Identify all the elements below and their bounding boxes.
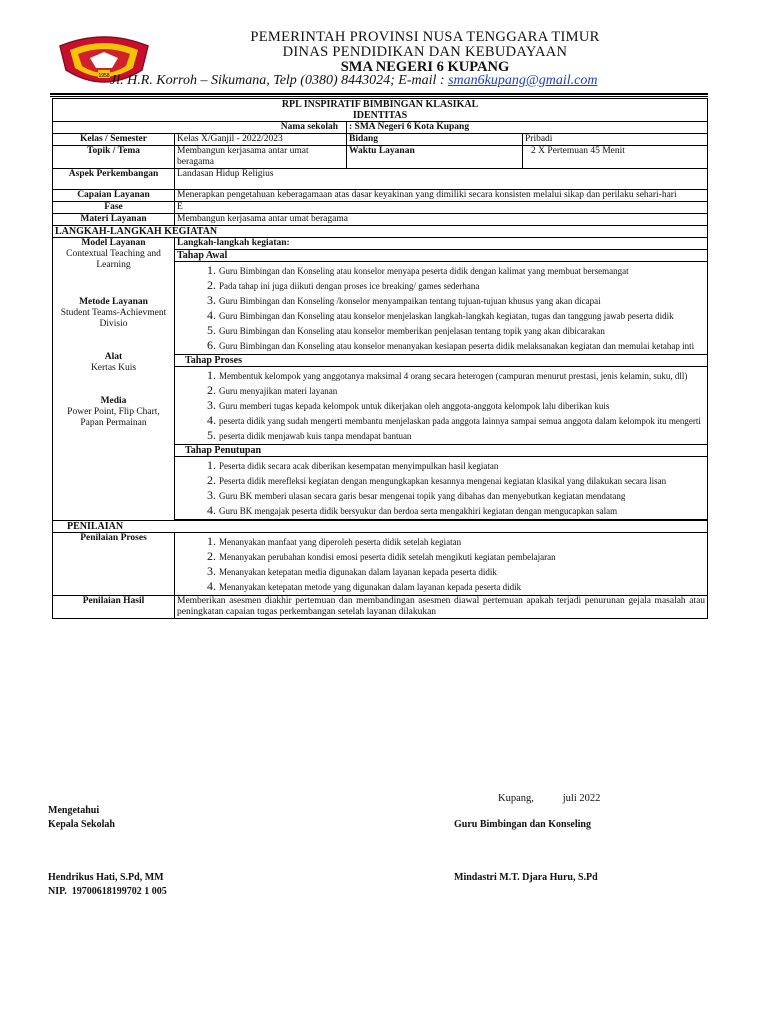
email-link[interactable]: sman6kupang@gmail.com (448, 73, 598, 88)
aspek-value: Landasan Hidup Religius (175, 169, 708, 190)
letterhead-address (110, 73, 710, 89)
capaian-label: Capaian Layanan (53, 190, 175, 202)
fase-value: E (175, 202, 708, 214)
side-column (53, 238, 175, 521)
list-item: 5. Guru Bimbingan dan Konseling atau konselor memberikan penjelasan tentang topik yang akan dibicarakan (219, 324, 704, 337)
place-date: Kupang, juli 2022 (498, 793, 601, 804)
tahap-penutupan-heading: Tahap Penutupan (175, 445, 707, 457)
letterhead-school: SMA NEGERI 6 KUPANG (340, 59, 510, 75)
langkah-heading-row (53, 226, 708, 238)
nama-sekolah-row (53, 122, 708, 134)
kepala-nip: NIP. 19700618199702 1 005 (48, 886, 167, 897)
list-item: 3. Guru memberi tugas kepada kelompok untuk dikerjakan oleh anggota-anggota kelompok lalu diberikan kuis (219, 399, 704, 412)
guru-bk-label: Guru Bimbingan dan Konseling (454, 819, 591, 830)
kelas-value: Kelas X/Ganjil - 2022/2023 (175, 134, 347, 146)
list-item: 6. Guru Bimbingan dan Konseling atau konselor menanyakan kesiapan peserta didik melaksanakan kegiatan dan memulai ketahap inti (219, 339, 704, 352)
letterhead-rule-thick (50, 93, 708, 95)
penilaian-hasil-label: Penilaian Hasil (53, 596, 175, 619)
alat-label: Alat (104, 352, 123, 362)
kepala-sekolah-label: Kepala Sekolah (48, 819, 115, 830)
capaian-row (53, 190, 708, 202)
penutupan-steps-list (175, 459, 707, 517)
penutupan-cell (175, 445, 708, 520)
nama-sekolah-label: Nama sekolah (53, 122, 347, 134)
langkah-row (53, 238, 708, 355)
tahap-proses-heading: Tahap Proses (175, 355, 707, 367)
awal-cell (175, 238, 708, 355)
kepala-name: Hendrikus Hati, S.Pd, MM (48, 872, 164, 883)
identitas-heading: IDENTITAS (352, 110, 408, 121)
capaian-value: Menerapkan pengetahuan keberagamaan atas dasar keyakinan yang dimiliki secara konsisten melalui sikap dan perilaku sehari-hari (175, 190, 708, 202)
materi-value: Membangun kerjasama antar umat beragama (175, 214, 708, 226)
list-item: 2. Menanyakan perubahan kondisi emosi peserta didik setelah mengikuti kegiatan pembelajaran (219, 550, 704, 563)
waktu-label: Waktu Layanan (347, 146, 523, 169)
penilaian-proses-list (175, 535, 707, 593)
penilaian-proses-label: Penilaian Proses (53, 533, 175, 596)
list-item: 2. Pada tahap ini juga diikuti dengan proses ice breaking/ games sederhana (219, 279, 704, 292)
penilaian-heading-row (53, 521, 708, 533)
nama-sekolah-value: : SMA Negeri 6 Kota Kupang (347, 122, 708, 134)
guru-name: Mindastri M.T. Djara Huru, S.Pd (454, 872, 598, 883)
topik-row (53, 146, 708, 169)
proses-steps-list (175, 369, 707, 442)
model-label: Model Layanan (81, 238, 146, 248)
aspek-label: Aspek Perkembangan (53, 169, 175, 190)
list-item: 4. Guru BK mengajak peserta didik bersyukur dan berdoa serta mengakhiri kegiatan dengan mengucapkan salam (219, 504, 704, 517)
media-value: Power Point, Flip Chart, Papan Permainan (67, 407, 160, 428)
list-item: 2. Guru menyajikan materi layanan (219, 384, 704, 397)
list-item: 1. Guru Bimbingan dan Konseling atau konselor menyapa peserta didik dengan kalimat yang membuat bersemangat (219, 264, 704, 277)
list-item: 5. peserta didik menjawab kuis tanpa mendapat bantuan (219, 429, 704, 442)
penilaian-heading: PENILAIAN (53, 521, 708, 533)
metode-value: Student Teams-Achievment Divisio (60, 308, 167, 329)
letterhead-province: PEMERINTAH PROVINSI NUSA TENGGARA TIMUR (250, 29, 600, 45)
model-value: Contextual Teaching and Learning (66, 249, 161, 270)
kelas-label: Kelas / Semester (53, 134, 175, 146)
topik-label: Topik / Tema (53, 146, 175, 169)
topik-value: Membangun kerjasama antar umat beragama (175, 146, 347, 169)
penilaian-hasil-value: Memberikan asesmen diakhir pertemuan dan membandingan asesmen diawal pertemuan apakah terjadi penurunan gejala masalah atau peningkatan capaian tugas perkembangan setelah layanan dilakukan (175, 596, 708, 619)
media-label: Media (100, 396, 127, 406)
materi-row (53, 214, 708, 226)
langkah-heading: LANGKAH-LANGKAH KEGIATAN (53, 226, 708, 238)
list-item: 4. Guru Bimbingan dan Konseling atau konselor menjelaskan langkah-langkah kegiatan, tugas dan tanggung jawab peserta didik (219, 309, 704, 322)
rpl-table (52, 98, 708, 619)
mengetahui-label: Mengetahui (48, 805, 100, 816)
list-item: 1. Peserta didik secara acak diberikan kesempatan menyimpulkan hasil kegiatan (219, 459, 704, 472)
waktu-value: 2 X Pertemuan 45 Menit (523, 146, 708, 169)
doc-title: RPL INSPIRATIF BIMBINGAN KLASIKAL (281, 99, 479, 110)
address-text: Jl. H.R. Korroh – Sikumana, Telp (0380) 8443024; E-mail : (110, 73, 449, 88)
penilaian-proses-row (53, 533, 708, 596)
aspek-row (53, 169, 708, 190)
alat-value: Kertas Kuis (90, 363, 137, 373)
list-item: 3. Guru Bimbingan dan Konseling /konselor menyampaikan tentang tujuan-tujuan khusus yang akan dicapai (219, 294, 704, 307)
list-item: 3. Menanyakan ketepatan media digunakan dalam layanan kepada peserta didik (219, 565, 704, 578)
list-item: 1. Membentuk kelompok yang anggotanya maksimal 4 orang secara heterogen (campuran menurut prestasi, jenis kelamin, suku, dll) (219, 369, 704, 382)
tahap-awal-heading: Tahap Awal (175, 250, 707, 262)
list-item: 3. Guru BK memberi ulasan secara garis besar mengenai topik yang dibahas dan menyebutkan kegiatan mendatang (219, 489, 704, 502)
fase-label: Fase (53, 202, 175, 214)
materi-label: Materi Layanan (53, 214, 175, 226)
list-item: 1. Menanyakan manfaat yang diperoleh peserta didik setelah kegiatan (219, 535, 704, 548)
list-item: 4. peserta didik yang sudah mengerti membantu menjelaskan pada anggota lainnya sampai semua anggota dalam kelompok itu mengerti (219, 414, 704, 427)
kelas-row (53, 134, 708, 146)
bidang-label: Bidang (347, 134, 523, 146)
list-item: 4. Menanyakan ketepatan metode yang digunakan dalam layanan kepada peserta didik (219, 580, 704, 593)
fase-row (53, 202, 708, 214)
letterhead-agency: DINAS PENDIDIKAN DAN KEBUDAYAAN (282, 44, 568, 60)
letterhead (150, 30, 700, 75)
list-item: 2. Peserta didik merefleksi kegiatan dengan mengungkapkan kesannya mengenai kegiatan klasikal yang dilakukan secara lisan (219, 474, 704, 487)
penilaian-proses-cell (175, 533, 708, 596)
title-row (53, 99, 708, 122)
bidang-value: Pribadi (523, 134, 708, 146)
logo-caption: 1958 (98, 73, 110, 79)
langkah-label: Langkah-langkah kegiatan: (175, 238, 707, 250)
metode-label: Metode Layanan (79, 297, 148, 307)
awal-steps-list (175, 264, 707, 352)
penilaian-hasil-row (53, 596, 708, 619)
proses-cell (175, 355, 708, 445)
letterhead-rule-thin (50, 96, 708, 97)
